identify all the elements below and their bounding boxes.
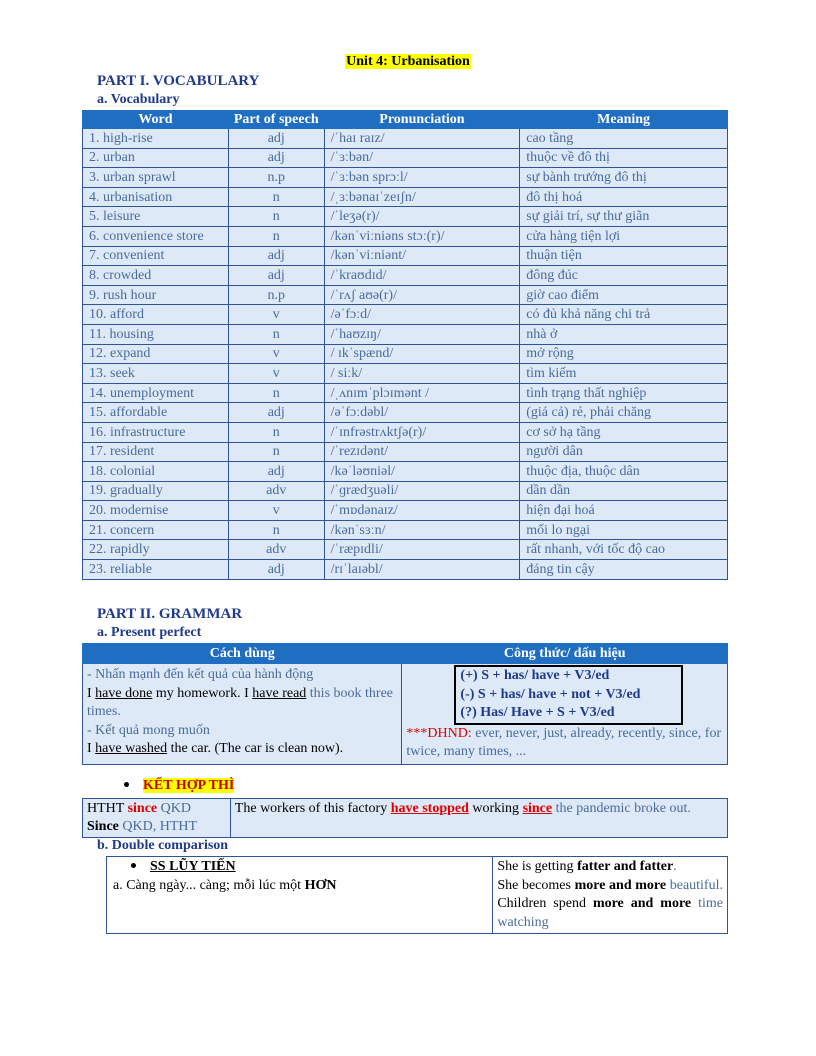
vocab-part-of-speech: n.p (228, 285, 324, 305)
vocab-meaning: mối lo ngại (520, 520, 728, 540)
vocab-row (83, 422, 728, 442)
vocab-row (83, 403, 728, 423)
vocab-part-of-speech: v (228, 501, 324, 521)
vocab-meaning: cửa hàng tiện lợi (520, 226, 728, 246)
vocab-part-of-speech: n (228, 324, 324, 344)
vocab-meaning: đông đúc (520, 266, 728, 286)
vocab-word: 10. afford (83, 305, 229, 325)
vocab-part-of-speech: adj (228, 246, 324, 266)
vocab-word: 5. leisure (83, 207, 229, 227)
formula-box (454, 665, 683, 725)
vocab-row (83, 501, 728, 521)
formula-cell (402, 664, 728, 765)
usage-example-1: I have done my homework. I have read this book three times. (87, 685, 394, 719)
vocab-row (83, 560, 728, 580)
vocab-part-of-speech: adj (228, 403, 324, 423)
vocab-meaning: người dân (520, 442, 728, 462)
double-comparison-table (106, 856, 728, 934)
formula-positive: (+) S + has/ have + V3/ed (460, 668, 610, 683)
vocab-pronunciation: / ɪkˈspænd/ (324, 344, 520, 364)
vocab-pronunciation: /ˌʌnɪmˈplɔɪmənt / (324, 383, 520, 403)
vocab-word: 19. gradually (83, 481, 229, 501)
vocab-row (83, 324, 728, 344)
vocab-pronunciation: /ˈkraʊdɪd/ (324, 266, 520, 286)
vocab-pronunciation: /kəˈləʊniəl/ (324, 462, 520, 482)
vocab-pronunciation: /ˈhaɪ raɪz/ (324, 129, 520, 149)
vocab-row (83, 168, 728, 188)
vocab-part-of-speech: adj (228, 129, 324, 149)
dhnd-signals: ***DHND: ever, never, just, already, recently, since, for twice, many times, ... (406, 725, 722, 759)
bullet-icon (124, 782, 129, 787)
vocab-row (83, 207, 728, 227)
vocab-row (83, 481, 728, 501)
double-example-cell: She is getting fatter and fatter. She becomes more and more beautiful. Children spend more and more time watching (493, 857, 728, 934)
vocab-pronunciation: /ˈrʌʃ aʊə(r)/ (324, 285, 520, 305)
vocab-word: 12. expand (83, 344, 229, 364)
vocab-row (83, 520, 728, 540)
vocab-part-of-speech: v (228, 344, 324, 364)
vocab-part-of-speech: adj (228, 462, 324, 482)
combine-tenses-table (82, 798, 728, 838)
vocab-word: 15. affordable (83, 403, 229, 423)
vocab-word: 23. reliable (83, 560, 229, 580)
formula-negative: (-) S + has/ have + not + V3/ed (460, 686, 641, 702)
vocab-subheading: a. Vocabulary (97, 92, 180, 107)
usage-2: - Kết quả mong muốn (87, 722, 210, 738)
vocab-meaning: thuận tiện (520, 246, 728, 266)
combine-rule-cell: HTHT since QKD Since QKD, HTHT (83, 799, 231, 838)
vocab-part-of-speech: n (228, 187, 324, 207)
present-perfect-subheading: a. Present perfect (97, 625, 202, 640)
unit-title: Unit 4: Urbanisation (346, 54, 470, 69)
vocab-word: 11. housing (83, 324, 229, 344)
vocab-row (83, 266, 728, 286)
vocab-row (83, 344, 728, 364)
vocab-row (83, 364, 728, 384)
part2-heading: PART II. GRAMMAR (97, 606, 243, 622)
usage-1: - Nhấn mạnh đến kết quả của hành động (87, 667, 314, 682)
vocab-row (83, 285, 728, 305)
vocab-row (83, 442, 728, 462)
vocab-meaning: rất nhanh, với tốc độ cao (520, 540, 728, 560)
vocab-word: 7. convenient (83, 246, 229, 266)
vocab-row (83, 540, 728, 560)
vocab-word: 17. resident (83, 442, 229, 462)
vocab-part-of-speech: adj (228, 560, 324, 580)
col-word: Word (83, 111, 229, 129)
vocab-meaning: cao tầng (520, 129, 728, 149)
vocab-meaning: đáng tin cậy (520, 560, 728, 580)
vocab-part-of-speech: adj (228, 266, 324, 286)
vocab-part-of-speech: adv (228, 540, 324, 560)
vocab-meaning: thuộc địa, thuộc dân (520, 462, 728, 482)
col-part-of-speech: Part of speech (228, 111, 324, 129)
combine-row (83, 799, 728, 838)
vocab-part-of-speech: n (228, 442, 324, 462)
vocab-pronunciation: /ˈleʒə(r)/ (324, 207, 520, 227)
vocab-part-of-speech: n (228, 383, 324, 403)
vocab-part-of-speech: v (228, 364, 324, 384)
col-formula: Công thức/ dấu hiệu (402, 644, 728, 664)
vocab-table (82, 110, 728, 580)
vocab-pronunciation: / siːk/ (324, 364, 520, 384)
vocab-row (83, 305, 728, 325)
vocab-word: 18. colonial (83, 462, 229, 482)
vocab-row (83, 226, 728, 246)
vocab-meaning: có đủ khả năng chi trả (520, 305, 728, 325)
vocab-pronunciation: /ˌɜːbənaɪˈzeɪʃn/ (324, 187, 520, 207)
col-meaning: Meaning (520, 111, 728, 129)
vocab-word: 20. modernise (83, 501, 229, 521)
part1-heading: PART I. VOCABULARY (97, 73, 260, 89)
vocab-pronunciation: /ˈɪnfrəstrʌktʃə(r)/ (324, 422, 520, 442)
vocab-word: 2. urban (83, 148, 229, 168)
vocab-row (83, 462, 728, 482)
combine-tenses-label: KẾT HỢP THÌ (124, 778, 234, 794)
vocab-part-of-speech: n (228, 422, 324, 442)
vocab-word: 13. seek (83, 364, 229, 384)
vocab-pronunciation: /ˈɜːbən/ (324, 148, 520, 168)
vocab-pronunciation: /rɪˈlaɪəbl/ (324, 560, 520, 580)
vocab-word: 3. urban sprawl (83, 168, 229, 188)
vocab-meaning: dần dần (520, 481, 728, 501)
vocab-pronunciation: /əˈfɔːd/ (324, 305, 520, 325)
vocab-meaning: hiện đại hoá (520, 501, 728, 521)
vocab-meaning: sự giải trí, sự thư giãn (520, 207, 728, 227)
vocab-part-of-speech: n.p (228, 168, 324, 188)
vocab-header-row (83, 111, 728, 129)
vocab-part-of-speech: adv (228, 481, 324, 501)
formula-question: (?) Has/ Have + S + V3/ed (460, 705, 615, 720)
vocab-meaning: (giá cả) rẻ, phải chăng (520, 403, 728, 423)
vocab-part-of-speech: n (228, 207, 324, 227)
vocab-meaning: nhà ở (520, 324, 728, 344)
vocab-row (83, 187, 728, 207)
vocab-pronunciation: /kənˈviːniənt/ (324, 246, 520, 266)
vocab-part-of-speech: n (228, 520, 324, 540)
double-rule-cell: SS LŨY TIẾN a. Càng ngày... càng; mỗi lúc một HƠN (107, 857, 493, 934)
vocab-row (83, 383, 728, 403)
vocab-word: 6. convenience store (83, 226, 229, 246)
vocab-pronunciation: /ˈrezɪdənt/ (324, 442, 520, 462)
vocab-word: 14. unemployment (83, 383, 229, 403)
vocab-meaning: tìm kiếm (520, 364, 728, 384)
vocab-part-of-speech: n (228, 226, 324, 246)
vocab-row (83, 246, 728, 266)
vocab-pronunciation: /kənˈviːniəns stɔː(r)/ (324, 226, 520, 246)
vocab-pronunciation: /kənˈsɜːn/ (324, 520, 520, 540)
vocab-pronunciation: /əˈfɔːdəbl/ (324, 403, 520, 423)
vocab-meaning: sự bành trướng đô thị (520, 168, 728, 188)
double-row (107, 857, 728, 934)
vocab-pronunciation: /ˈhaʊzɪŋ/ (324, 324, 520, 344)
vocab-word: 22. rapidly (83, 540, 229, 560)
vocab-part-of-speech: v (228, 305, 324, 325)
vocab-part-of-speech: adj (228, 148, 324, 168)
vocab-pronunciation: /ˈɜːbən sprɔːl/ (324, 168, 520, 188)
grammar-table (82, 643, 728, 765)
vocab-meaning: tình trạng thất nghiệp (520, 383, 728, 403)
vocab-pronunciation: /ˈræpɪdli/ (324, 540, 520, 560)
bullet-icon (131, 863, 136, 868)
vocab-meaning: mở rộng (520, 344, 728, 364)
usage-cell (83, 664, 402, 765)
vocab-meaning: thuộc về đô thị (520, 148, 728, 168)
vocab-row (83, 129, 728, 149)
col-pronunciation: Pronunciation (324, 111, 520, 129)
vocab-word: 21. concern (83, 520, 229, 540)
grammar-body-row (83, 664, 728, 765)
vocab-word: 16. infrastructure (83, 422, 229, 442)
vocab-meaning: giờ cao điểm (520, 285, 728, 305)
col-usage: Cách dùng (83, 644, 402, 664)
vocab-word: 8. crowded (83, 266, 229, 286)
vocab-pronunciation: /ˈmɒdənaɪz/ (324, 501, 520, 521)
vocab-pronunciation: /ˈɡrædʒuəli/ (324, 481, 520, 501)
vocab-meaning: đô thị hoá (520, 187, 728, 207)
vocab-word: 1. high-rise (83, 129, 229, 149)
vocab-meaning: cơ sở hạ tầng (520, 422, 728, 442)
double-comparison-subheading: b. Double comparison (97, 838, 229, 853)
vocab-row (83, 148, 728, 168)
usage-example-2: I have washed the car. (The car is clean now). (87, 741, 344, 756)
vocab-word: 9. rush hour (83, 285, 229, 305)
grammar-header-row (83, 644, 728, 664)
vocab-word: 4. urbanisation (83, 187, 229, 207)
combine-example-cell: The workers of this factory have stopped working since the pandemic broke out. (230, 799, 727, 838)
